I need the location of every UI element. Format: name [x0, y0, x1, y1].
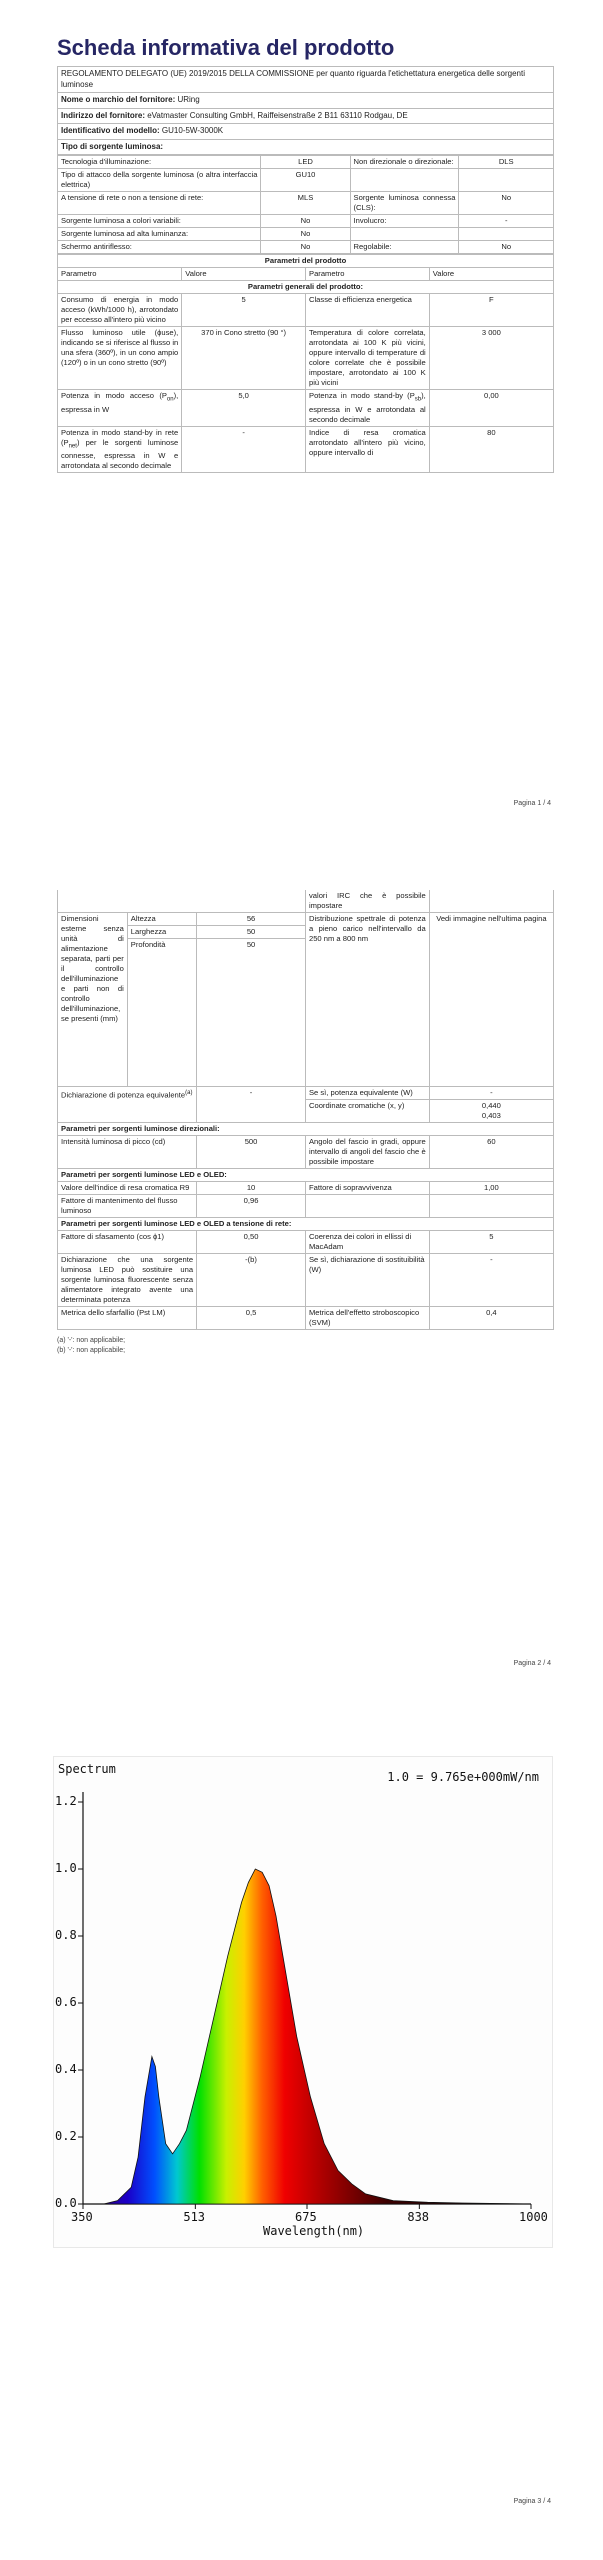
- mains-row: [58, 1231, 553, 1254]
- type-param-value: MLS: [261, 192, 350, 215]
- peak-intensity-value: 500: [197, 1136, 306, 1169]
- general-param-label: Consumo di energia in modo acceso (kWh/1000 h), arrotondato per eccesso all'intero più vicino: [58, 294, 182, 327]
- y-tick-label: 1.2: [55, 1794, 77, 1808]
- footnote-ref: (a): [185, 1090, 193, 1096]
- empty-cell: [429, 890, 553, 913]
- survival-factor-label: Fattore di sopravvivenza: [305, 1182, 429, 1195]
- y-tick-label: 0.6: [55, 1995, 77, 2009]
- y-tick-label: 1.0: [55, 1861, 77, 1875]
- flicker-value: 0,5: [197, 1307, 306, 1330]
- chromaticity-label: Coordinate cromatiche (x, y): [305, 1100, 429, 1123]
- type-table-body: [58, 156, 553, 254]
- params-table-continued: [58, 890, 553, 1330]
- page-3: [0, 1720, 603, 2560]
- mains-params-title: Parametri per sorgenti luminose LED e OLED a tensione di rete:: [58, 1218, 553, 1231]
- source-type-heading: [58, 140, 553, 156]
- type-param-label: Tipo di attacco della sorgente luminosa (o altra interfaccia elettrica): [58, 169, 261, 192]
- peak-intensity-label: Intensità luminosa di picco (cd): [58, 1136, 197, 1169]
- r9-value: 10: [197, 1182, 306, 1195]
- params-header-cell: Parametro: [306, 268, 430, 281]
- general-param-row: [58, 426, 553, 473]
- led-params-title: Parametri per sorgenti luminose LED e OLED:: [58, 1169, 553, 1182]
- general-param-row: [58, 327, 553, 390]
- led-row: [58, 1182, 553, 1195]
- displacement-factor-label: Fattore di sfasamento (cos ϕ1): [58, 1231, 197, 1254]
- model-row: [58, 124, 553, 140]
- supplier-address-label: Indirizzo del fornitore:: [61, 110, 145, 120]
- type-row: [58, 228, 553, 241]
- equivalent-power-text: Dichiarazione di potenza equivalente: [61, 1090, 186, 1100]
- type-param-label: Involucro:: [350, 215, 459, 228]
- params-header-cell: Valore: [429, 268, 553, 281]
- params-title: Parametri del prodotto: [58, 255, 553, 268]
- type-row: [58, 192, 553, 215]
- model-value: GU10-5W-3000K: [161, 126, 224, 135]
- supplier-name-row: [58, 93, 553, 109]
- page-1: [0, 0, 603, 860]
- dimension-name: Larghezza: [127, 926, 196, 939]
- type-row: [58, 169, 553, 192]
- type-param-value: No: [459, 241, 553, 254]
- general-param-label: Indice di resa cromatica arrotondato all'intero più vicino, oppure intervallo di: [306, 426, 430, 473]
- directional-row: [58, 1136, 553, 1169]
- equivalent-power-row: [58, 1087, 553, 1100]
- cri-continuation-row: [58, 890, 553, 913]
- general-param-label: Temperatura di colore correlata, arrotondata ai 100 K più vicini, oppure intervallo di temperature di colore correlate che è possibile impostare, arrotondato ai 100 K più vicini: [306, 327, 430, 390]
- spectrum-scale-note: 1.0 = 9.765e+000mW/nm: [387, 1770, 539, 1784]
- general-param-label: Classe di efficienza energetica: [306, 294, 430, 327]
- footnotes: [57, 1336, 125, 1356]
- type-param-label: Schermo antiriflesso:: [58, 241, 261, 254]
- x-tick-label: 513: [183, 2210, 206, 2224]
- dimension-value: 50: [197, 926, 306, 939]
- params-title-row: [58, 255, 553, 268]
- y-tick-label: 0.4: [55, 2062, 77, 2076]
- general-param-label: Potenza in modo stand-by in rete $(P_{net})$ per le sorgenti luminose connesse, espressa in W e arrotondata al secondo decimale: [58, 426, 182, 473]
- general-param-value: 5,0: [182, 390, 306, 427]
- colour-consistency-label: Coerenza dei colori in ellissi di MacAdam: [305, 1231, 429, 1254]
- equivalent-power-param-value: -: [429, 1087, 553, 1100]
- led-title-row: [58, 1169, 553, 1182]
- y-tick-label: 0.2: [55, 2129, 77, 2143]
- lumen-maintenance-label: Fattore di mantenimento del flusso luminoso: [58, 1195, 197, 1218]
- type-param-value: [459, 169, 553, 192]
- mains-row: [58, 1254, 553, 1307]
- dimension-value: 56: [197, 913, 306, 926]
- supplier-name-label: Nome o marchio del fornitore:: [61, 95, 176, 104]
- chromaticity-value: [429, 1100, 553, 1123]
- general-params-title: Parametri generali del prodotto:: [58, 281, 553, 294]
- type-param-value: [459, 228, 553, 241]
- type-param-value: No: [261, 215, 350, 228]
- survival-factor-value: 1,00: [429, 1182, 553, 1195]
- x-tick-label: 838: [407, 2210, 430, 2224]
- type-param-value: GU10: [261, 169, 350, 192]
- x-tick-label: 675: [295, 2210, 317, 2224]
- general-param-value: -: [182, 426, 306, 473]
- type-param-label: Non direzionale o direzionale:: [350, 156, 459, 169]
- spectrum-xlabel: Wavelength(nm): [263, 2224, 365, 2238]
- chromaticity-y: 0,403: [481, 1111, 501, 1120]
- colour-consistency-value: 5: [429, 1231, 553, 1254]
- replacement-power-value: -: [429, 1254, 553, 1307]
- general-param-value: F: [429, 294, 553, 327]
- type-param-value: No: [261, 241, 350, 254]
- params-table: [58, 254, 553, 473]
- empty-cell: [305, 1195, 429, 1218]
- type-param-label: Regolabile:: [350, 241, 459, 254]
- spectrum-plot: [53, 1756, 551, 2246]
- general-param-value: 80: [429, 426, 553, 473]
- mains-row: [58, 1307, 553, 1330]
- y-tick-label: 0.8: [55, 1928, 77, 1942]
- spectrum-area: [83, 1869, 531, 2204]
- displacement-factor-value: 0,50: [197, 1231, 306, 1254]
- supplier-name-value: URing: [177, 95, 200, 104]
- lumen-maintenance-value: 0,96: [197, 1195, 306, 1218]
- dimension-value: 50: [197, 939, 306, 1087]
- type-param-label: A tensione di rete o non a tensione di rete:: [58, 192, 261, 215]
- footnote: (a) '-': non applicabile;: [57, 1337, 126, 1344]
- type-param-label: [350, 228, 459, 241]
- dimensions-row: [58, 913, 553, 926]
- page-2: [0, 860, 603, 1720]
- beam-angle-value: 60: [429, 1136, 553, 1169]
- type-param-label: Sorgente luminosa connessa (CLS):: [350, 192, 459, 215]
- general-param-label: Potenza in modo acceso $(P_{on})$, espressa in W: [58, 390, 182, 427]
- regulation-text: REGOLAMENTO DELEGATO (UE) 2019/2015 DELLA COMMISSIONE per quanto riguarda l'etichettatura energetica delle sorgenti luminose: [58, 67, 553, 93]
- type-table: [58, 155, 553, 254]
- directional-title: Parametri per sorgenti luminose direzionali:: [58, 1123, 553, 1136]
- equivalent-power-label: [58, 1087, 197, 1123]
- general-param-value: 5: [182, 294, 306, 327]
- general-param-row: [58, 294, 553, 327]
- dimension-name: Profondità: [127, 939, 196, 1087]
- general-param-value: 370 in Cono stretto (90 °): [182, 327, 306, 390]
- dimensions-label: Dimensioni esterne senza unità di alimentazione separata, parti per il controllo dell'illuminazione e parti non di controllo dell'illuminazione, se presenti (mm): [58, 913, 127, 1087]
- page-number: Pagina 1 / 4: [513, 800, 551, 807]
- type-param-value: DLS: [459, 156, 553, 169]
- y-tick-label: 0.0: [55, 2196, 77, 2210]
- replacement-claim-label: Dichiarazione che una sorgente luminosa LED può sostituire una sorgente luminosa fluorescente senza alimentatore integrato avente una determinata potenza: [58, 1254, 197, 1307]
- led-row: [58, 1195, 553, 1218]
- stroboscopic-label: Metrica dell'effetto stroboscopico (SVM): [305, 1307, 429, 1330]
- type-row: [58, 241, 553, 254]
- footnote: (b) '-': non applicabile;: [57, 1347, 126, 1354]
- general-param-row: [58, 390, 553, 427]
- params-header-cell: Parametro: [58, 268, 182, 281]
- type-param-value: No: [459, 192, 553, 215]
- general-params-body: [58, 294, 553, 473]
- replacement-power-label: Se sì, dichiarazione di sostituibilità (W): [305, 1254, 429, 1307]
- source-type-label: Tipo di sorgente luminosa:: [61, 141, 164, 151]
- model-label: Identificativo del modello:: [61, 126, 160, 135]
- equivalent-power-param: Se sì, potenza equivalente (W): [305, 1087, 429, 1100]
- spectrum-title: Spectrum: [58, 1762, 116, 1776]
- empty-cell: [58, 890, 305, 913]
- supplier-address-value: eVatmaster Consulting GmbH, Raiffeisenstraße 2 B11 63110 Rodgau, DE: [147, 110, 408, 120]
- general-param-value: 3 000: [429, 327, 553, 390]
- x-tick-label: 1000: [519, 2210, 548, 2224]
- spectrum-chart: [53, 1756, 551, 2246]
- type-param-value: No: [261, 228, 350, 241]
- type-param-label: [350, 169, 459, 192]
- type-row: [58, 156, 553, 169]
- params-header-cell: Valore: [182, 268, 306, 281]
- flicker-label: Metrica dello sfarfallio (Pst LM): [58, 1307, 197, 1330]
- page-number: Pagina 3 / 4: [513, 2498, 551, 2505]
- type-param-label: Sorgente luminosa ad alta luminanza:: [58, 228, 261, 241]
- directional-title-row: [58, 1123, 553, 1136]
- type-param-value: -: [459, 215, 553, 228]
- cri-continuation: valori IRC che è possibile impostare: [305, 890, 429, 913]
- equivalent-power-value: -: [197, 1087, 306, 1123]
- type-row: [58, 215, 553, 228]
- x-tick-label: 350: [71, 2210, 93, 2224]
- product-info-table-continued: [57, 890, 554, 1330]
- supplier-address-row: [58, 109, 553, 125]
- beam-angle-label: Angolo del fascio in gradi, oppure intervallo di angoli del fascio che è possibile impostare: [305, 1136, 429, 1169]
- dimension-name: Altezza: [127, 913, 196, 926]
- type-param-label: Tecnologia d'illuminazione:: [58, 156, 261, 169]
- page-number: Pagina 2 / 4: [513, 1660, 551, 1667]
- chromaticity-x: 0,440: [481, 1101, 501, 1110]
- spectral-distribution-value: Vedi immagine nell'ultima pagina: [429, 913, 553, 1087]
- empty-cell: [429, 1195, 553, 1218]
- r9-label: Valore dell'indice di resa cromatica R9: [58, 1182, 197, 1195]
- stroboscopic-value: 0,4: [429, 1307, 553, 1330]
- document-title: Scheda informativa del prodotto: [57, 35, 395, 60]
- params-header-row: [58, 268, 553, 281]
- spectral-distribution-label: Distribuzione spettrale di potenza a pieno carico nell'intervallo da 250 nm a 800 nm: [305, 913, 429, 1087]
- mains-title-row: [58, 1218, 553, 1231]
- product-info-table: [57, 66, 554, 473]
- type-param-value: LED: [261, 156, 350, 169]
- general-param-label: Potenza in modo stand-by $(P_{sb})$, espressa in W e arrotondata al secondo decimale: [306, 390, 430, 427]
- general-param-value: 0,00: [429, 390, 553, 427]
- type-param-label: Sorgente luminosa a colori variabili:: [58, 215, 261, 228]
- general-param-label: Flusso luminoso utile (ϕuse), indicando se si riferisce al flusso in una sfera (360º), in un cono ampio (120º) o in un cono stretto (90º): [58, 327, 182, 390]
- general-title-row: [58, 281, 553, 294]
- replacement-claim-value: -(b): [197, 1254, 306, 1307]
